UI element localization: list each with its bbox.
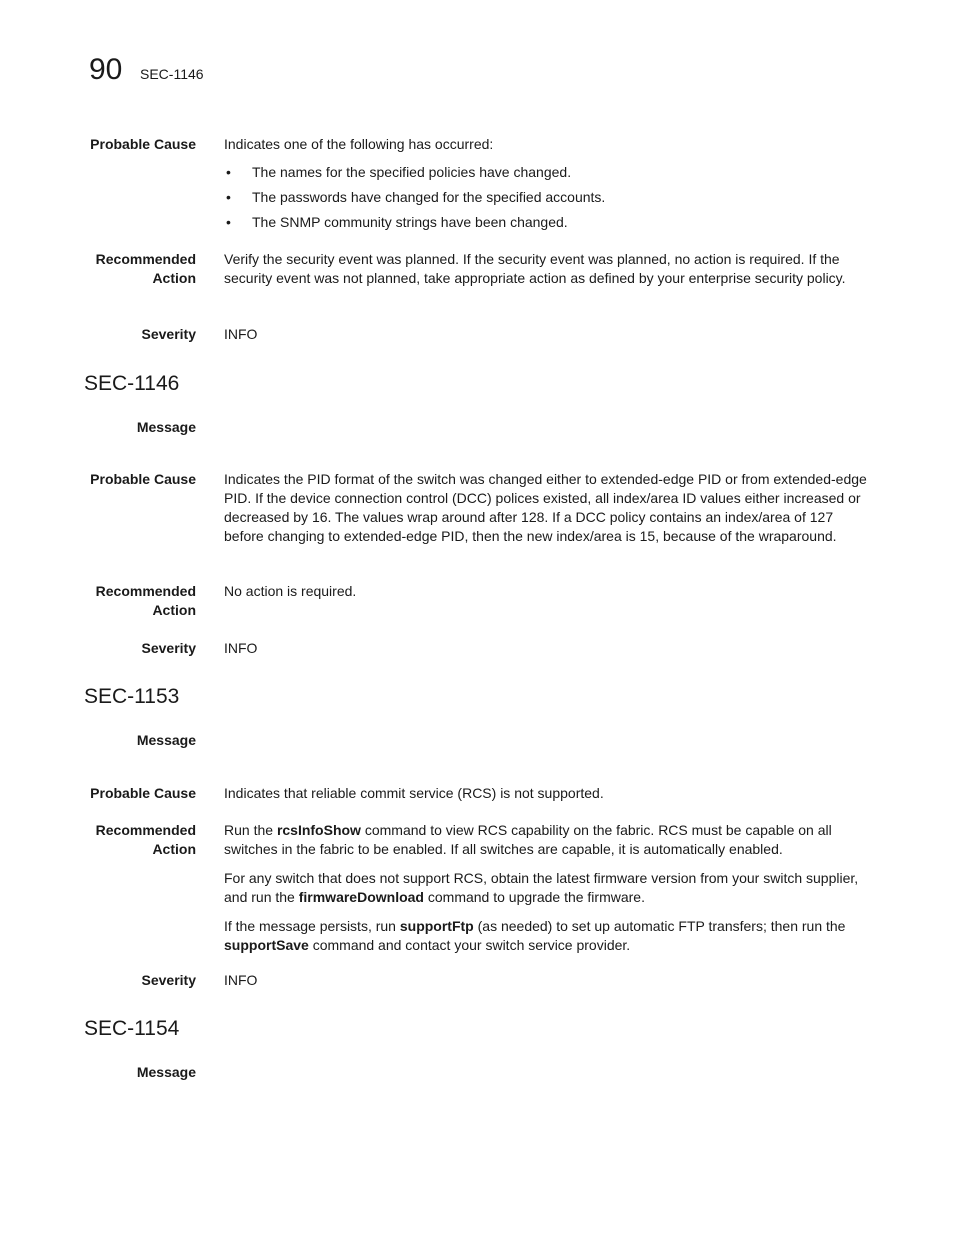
message-label: Message	[136, 1064, 196, 1080]
command-supportftp: supportFtp	[399, 918, 474, 934]
severity-value: INFO	[224, 326, 258, 342]
recommended-action-text	[224, 821, 872, 955]
page-number: 90	[89, 53, 123, 86]
list-item	[224, 188, 872, 213]
bullet-text: The SNMP community strings have been changed.	[252, 214, 568, 230]
action-paragraph-3	[224, 917, 872, 955]
probable-cause-text: Indicates the PID format of the switch was changed either to extended-edge PID or from extended-edge PID. If the device connection control (DCC) polices existed, all index/area ID values either increased or decreased by 16. The values wrap around after 128. If a DCC policy contains an index/area of 127 before changing to extended-edge PID, then the new index/area is 15, because of the wraparound.	[224, 471, 867, 544]
list-item	[224, 163, 872, 188]
probable-cause-label: Probable Cause	[90, 136, 196, 152]
bullet-text: The names for the specified policies have changed.	[252, 164, 572, 180]
probable-cause-intro: Indicates one of the following has occurred:	[224, 136, 494, 152]
probable-cause-label: Probable Cause	[90, 471, 196, 487]
text-run: (as needed) to set up automatic FTP transfers; then run the	[473, 918, 846, 934]
bullet-icon: •	[226, 164, 231, 180]
action-label-line: Action	[152, 841, 196, 857]
severity-label: Severity	[141, 640, 196, 656]
recommended-action-label	[96, 582, 196, 620]
text-run: Run the	[224, 822, 277, 838]
message-label: Message	[136, 732, 196, 748]
probable-cause-text: Indicates that reliable commit service (RCS) is not supported.	[224, 785, 604, 801]
recommended-action-text: Verify the security event was planned. If the security event was planned, no action is required. If the security event was not planned, take appropriate action as defined by your enterprise security policy.	[224, 251, 846, 286]
severity-value: INFO	[224, 640, 258, 656]
severity-label: Severity	[141, 326, 196, 342]
text-run: command to upgrade the firmware.	[423, 889, 645, 905]
action-label-line: Action	[152, 602, 196, 618]
recommended-label-line: Recommended	[95, 251, 196, 267]
list-item	[224, 213, 872, 238]
action-label-line: Action	[152, 270, 196, 286]
recommended-action-label	[96, 821, 196, 859]
action-paragraph-2	[224, 869, 872, 907]
section-heading-sec-1146: SEC-1146	[84, 372, 180, 395]
bullet-text: The passwords have changed for the specified accounts.	[252, 189, 606, 205]
action-paragraph-1	[224, 821, 872, 859]
severity-value: INFO	[224, 972, 258, 988]
cause-bullet-list	[224, 163, 872, 238]
severity-label: Severity	[141, 972, 196, 988]
text-run: If the message persists, run	[224, 918, 400, 934]
section-heading-sec-1154: SEC-1154	[84, 1017, 180, 1040]
recommended-label-line: Recommended	[95, 822, 196, 838]
bullet-icon: •	[226, 189, 231, 205]
command-rcsinfoshow: rcsInfoShow	[276, 822, 361, 838]
text-run: For any switch that does not support RCS, obtain the latest firmware version from your switch supplier, and run the	[224, 870, 859, 905]
bullet-icon: •	[226, 214, 231, 230]
command-firmwaredownload: firmwareDownload	[298, 889, 424, 905]
recommended-action-label	[96, 250, 196, 288]
text-run: command to view RCS capability on the fabric. RCS must be capable on all switches in the fabric to be enabled. If all switches are capable, it is automatically enabled.	[224, 822, 832, 857]
command-supportsave: supportSave	[224, 937, 309, 953]
section-heading-sec-1153: SEC-1153	[84, 685, 180, 708]
probable-cause-label: Probable Cause	[90, 785, 196, 801]
recommended-label-line: Recommended	[95, 583, 196, 599]
running-head: SEC-1146	[140, 66, 204, 82]
text-run: command and contact your switch service provider.	[308, 937, 631, 953]
recommended-action-text: No action is required.	[224, 583, 357, 599]
message-label: Message	[136, 419, 196, 435]
